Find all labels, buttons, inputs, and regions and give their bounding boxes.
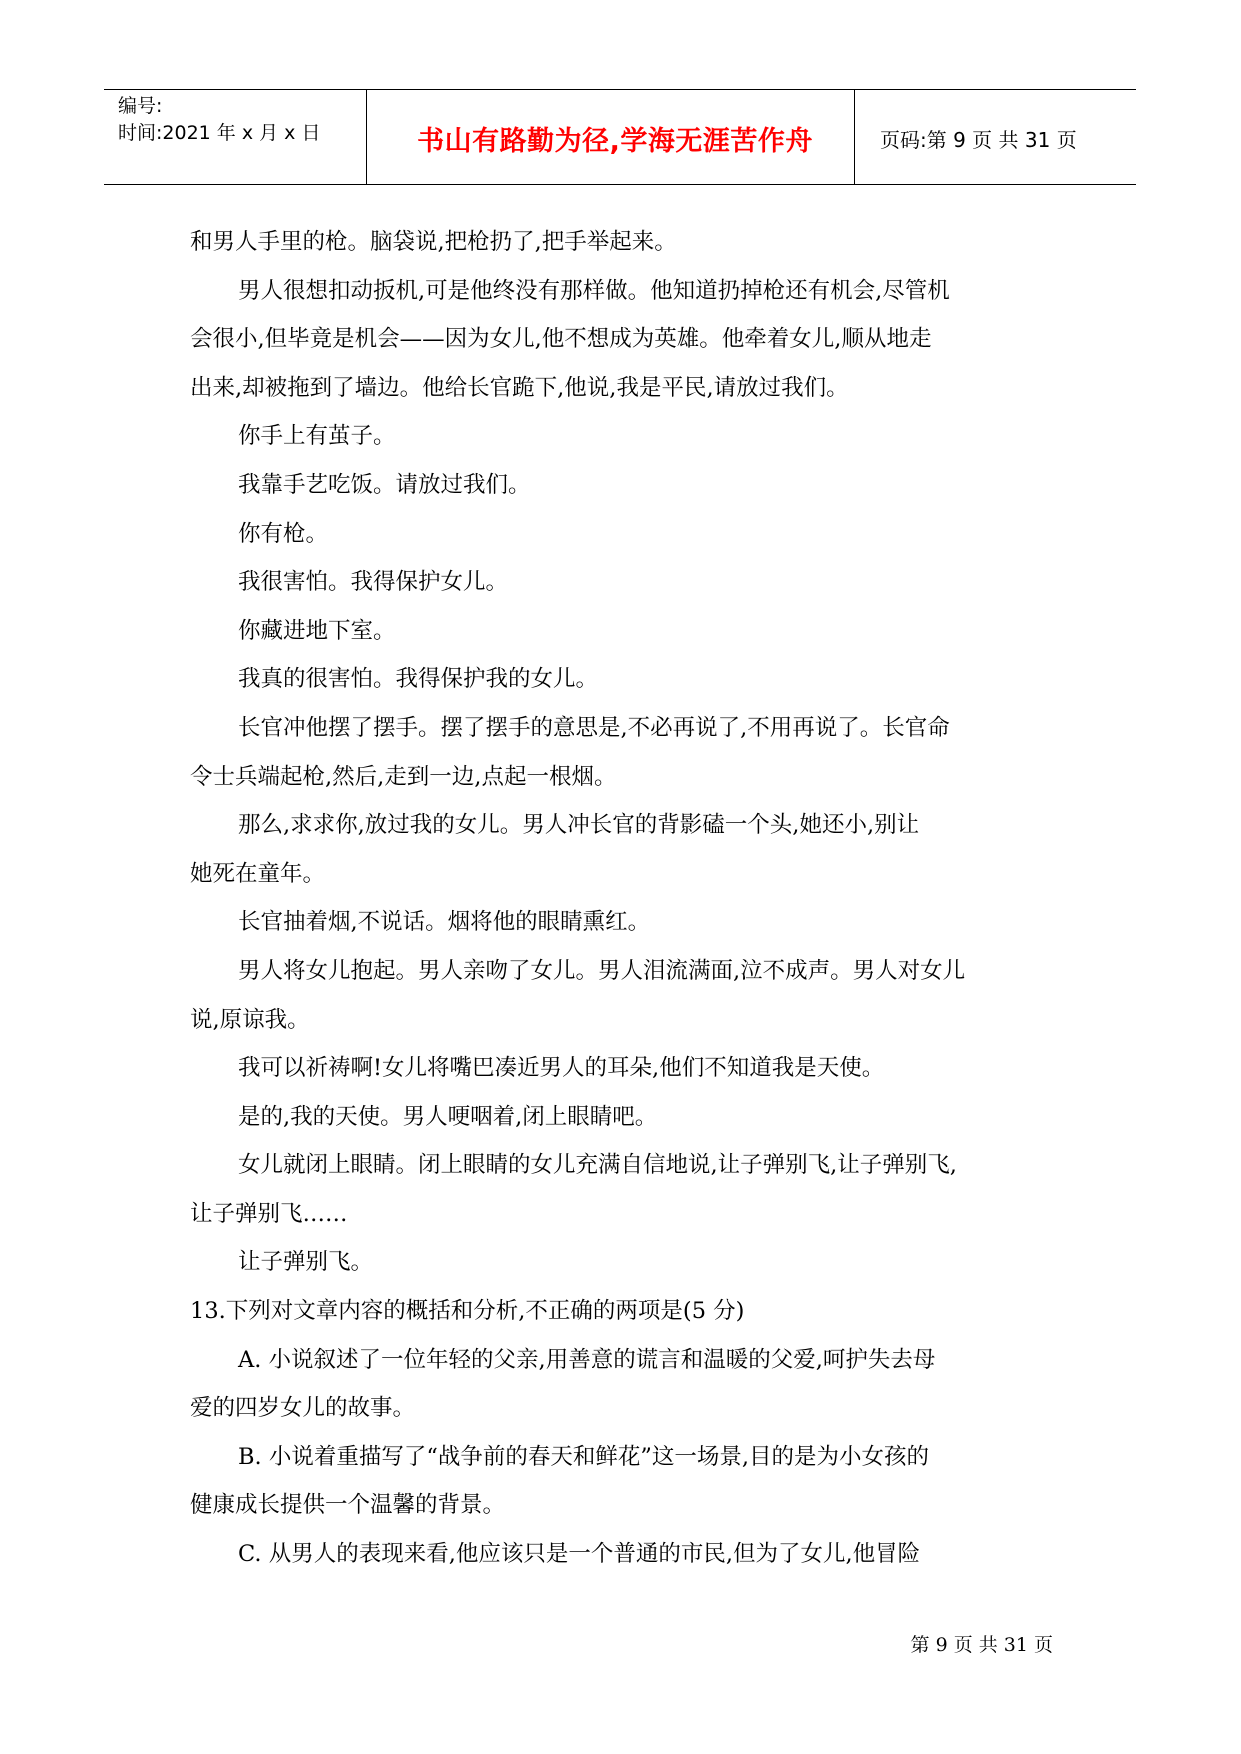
body-line: 我真的很害怕。我得保护我的女儿。 (238, 666, 599, 693)
body-line: 是的,我的天使。男人哽咽着,闭上眼睛吧。 (238, 1103, 658, 1130)
doc-time-label: 时间:2021 年 x 月 x 日 (118, 122, 321, 144)
header-motto: 书山有路勤为径,学海无涯苦作舟 (417, 126, 813, 157)
body-line: 女儿就闭上眼睛。闭上眼睛的女儿充满自信地说,让子弹别飞,让子弹别飞, (238, 1152, 957, 1179)
body-line: 长官抽着烟,不说话。烟将他的眼睛熏红。 (238, 909, 651, 936)
body-line: 我靠手艺吃饭。请放过我们。 (238, 471, 531, 498)
body-line: 和男人手里的枪。脑袋说,把枪扔了,把手举起来。 (190, 229, 677, 255)
question-line: 13.下列对文章内容的概括和分析,不正确的两项是(5 分) (190, 1298, 745, 1325)
page-footer: 第 9 页 共 31 页 (910, 1634, 1053, 1656)
body-line: 让子弹别飞。 (238, 1249, 374, 1276)
body-line: 男人很想扣动扳机,可是他终没有那样做。他知道扔掉枪还有机会,尽管机 (238, 277, 950, 304)
page-header (104, 89, 1136, 185)
option-line: A. 小说叙述了一位年轻的父亲,用善意的谎言和温暖的父爱,呵护失去母 (238, 1346, 936, 1373)
body-line: 你藏进地下室。 (238, 617, 396, 644)
option-line: 健康成长提供一个温馨的背景。 (190, 1492, 506, 1519)
document-body (190, 218, 1060, 1579)
body-line: 她死在童年。 (190, 860, 326, 887)
body-line: 你有枪。 (238, 520, 329, 547)
header-page-number: 页码:第 9 页 共 31 页 (880, 128, 1077, 152)
body-line: 你手上有茧子。 (238, 423, 396, 450)
header-divider-right (854, 90, 855, 184)
body-line: 出来,却被拖到了墙边。他给长官跪下,他说,我是平民,请放过我们。 (190, 374, 849, 401)
body-line: 男人将女儿抱起。男人亲吻了女儿。男人泪流满面,泣不成声。男人对女儿 (238, 957, 966, 984)
body-line: 会很小,但毕竟是机会——因为女儿,他不想成为英雄。他牵着女儿,顺从地走 (190, 326, 932, 353)
body-line: 长官冲他摆了摆手。摆了摆手的意思是,不必再说了,不用再说了。长官命 (238, 714, 950, 741)
body-line: 说,原谅我。 (190, 1006, 310, 1033)
body-line: 我可以祈祷啊!女儿将嘴巴凑近男人的耳朵,他们不知道我是天使。 (238, 1055, 885, 1082)
body-line: 令士兵端起枪,然后,走到一边,点起一根烟。 (190, 763, 617, 790)
option-line: 爱的四岁女儿的故事。 (190, 1395, 416, 1422)
body-line: 那么,求求你,放过我的女儿。男人冲长官的背影磕一个头,她还小,别让 (238, 812, 920, 839)
option-line: B. 小说着重描写了“战争前的春天和鲜花”这一场景,目的是为小女孩的 (238, 1443, 929, 1470)
body-line: 我很害怕。我得保护女儿。 (238, 569, 509, 596)
body-line: 让子弹别飞…… (190, 1200, 348, 1227)
doc-number-label: 编号: (118, 95, 163, 117)
header-meta (118, 93, 368, 147)
option-line: C. 从男人的表现来看,他应该只是一个普通的市民,但为了女儿,他冒险 (238, 1541, 921, 1568)
